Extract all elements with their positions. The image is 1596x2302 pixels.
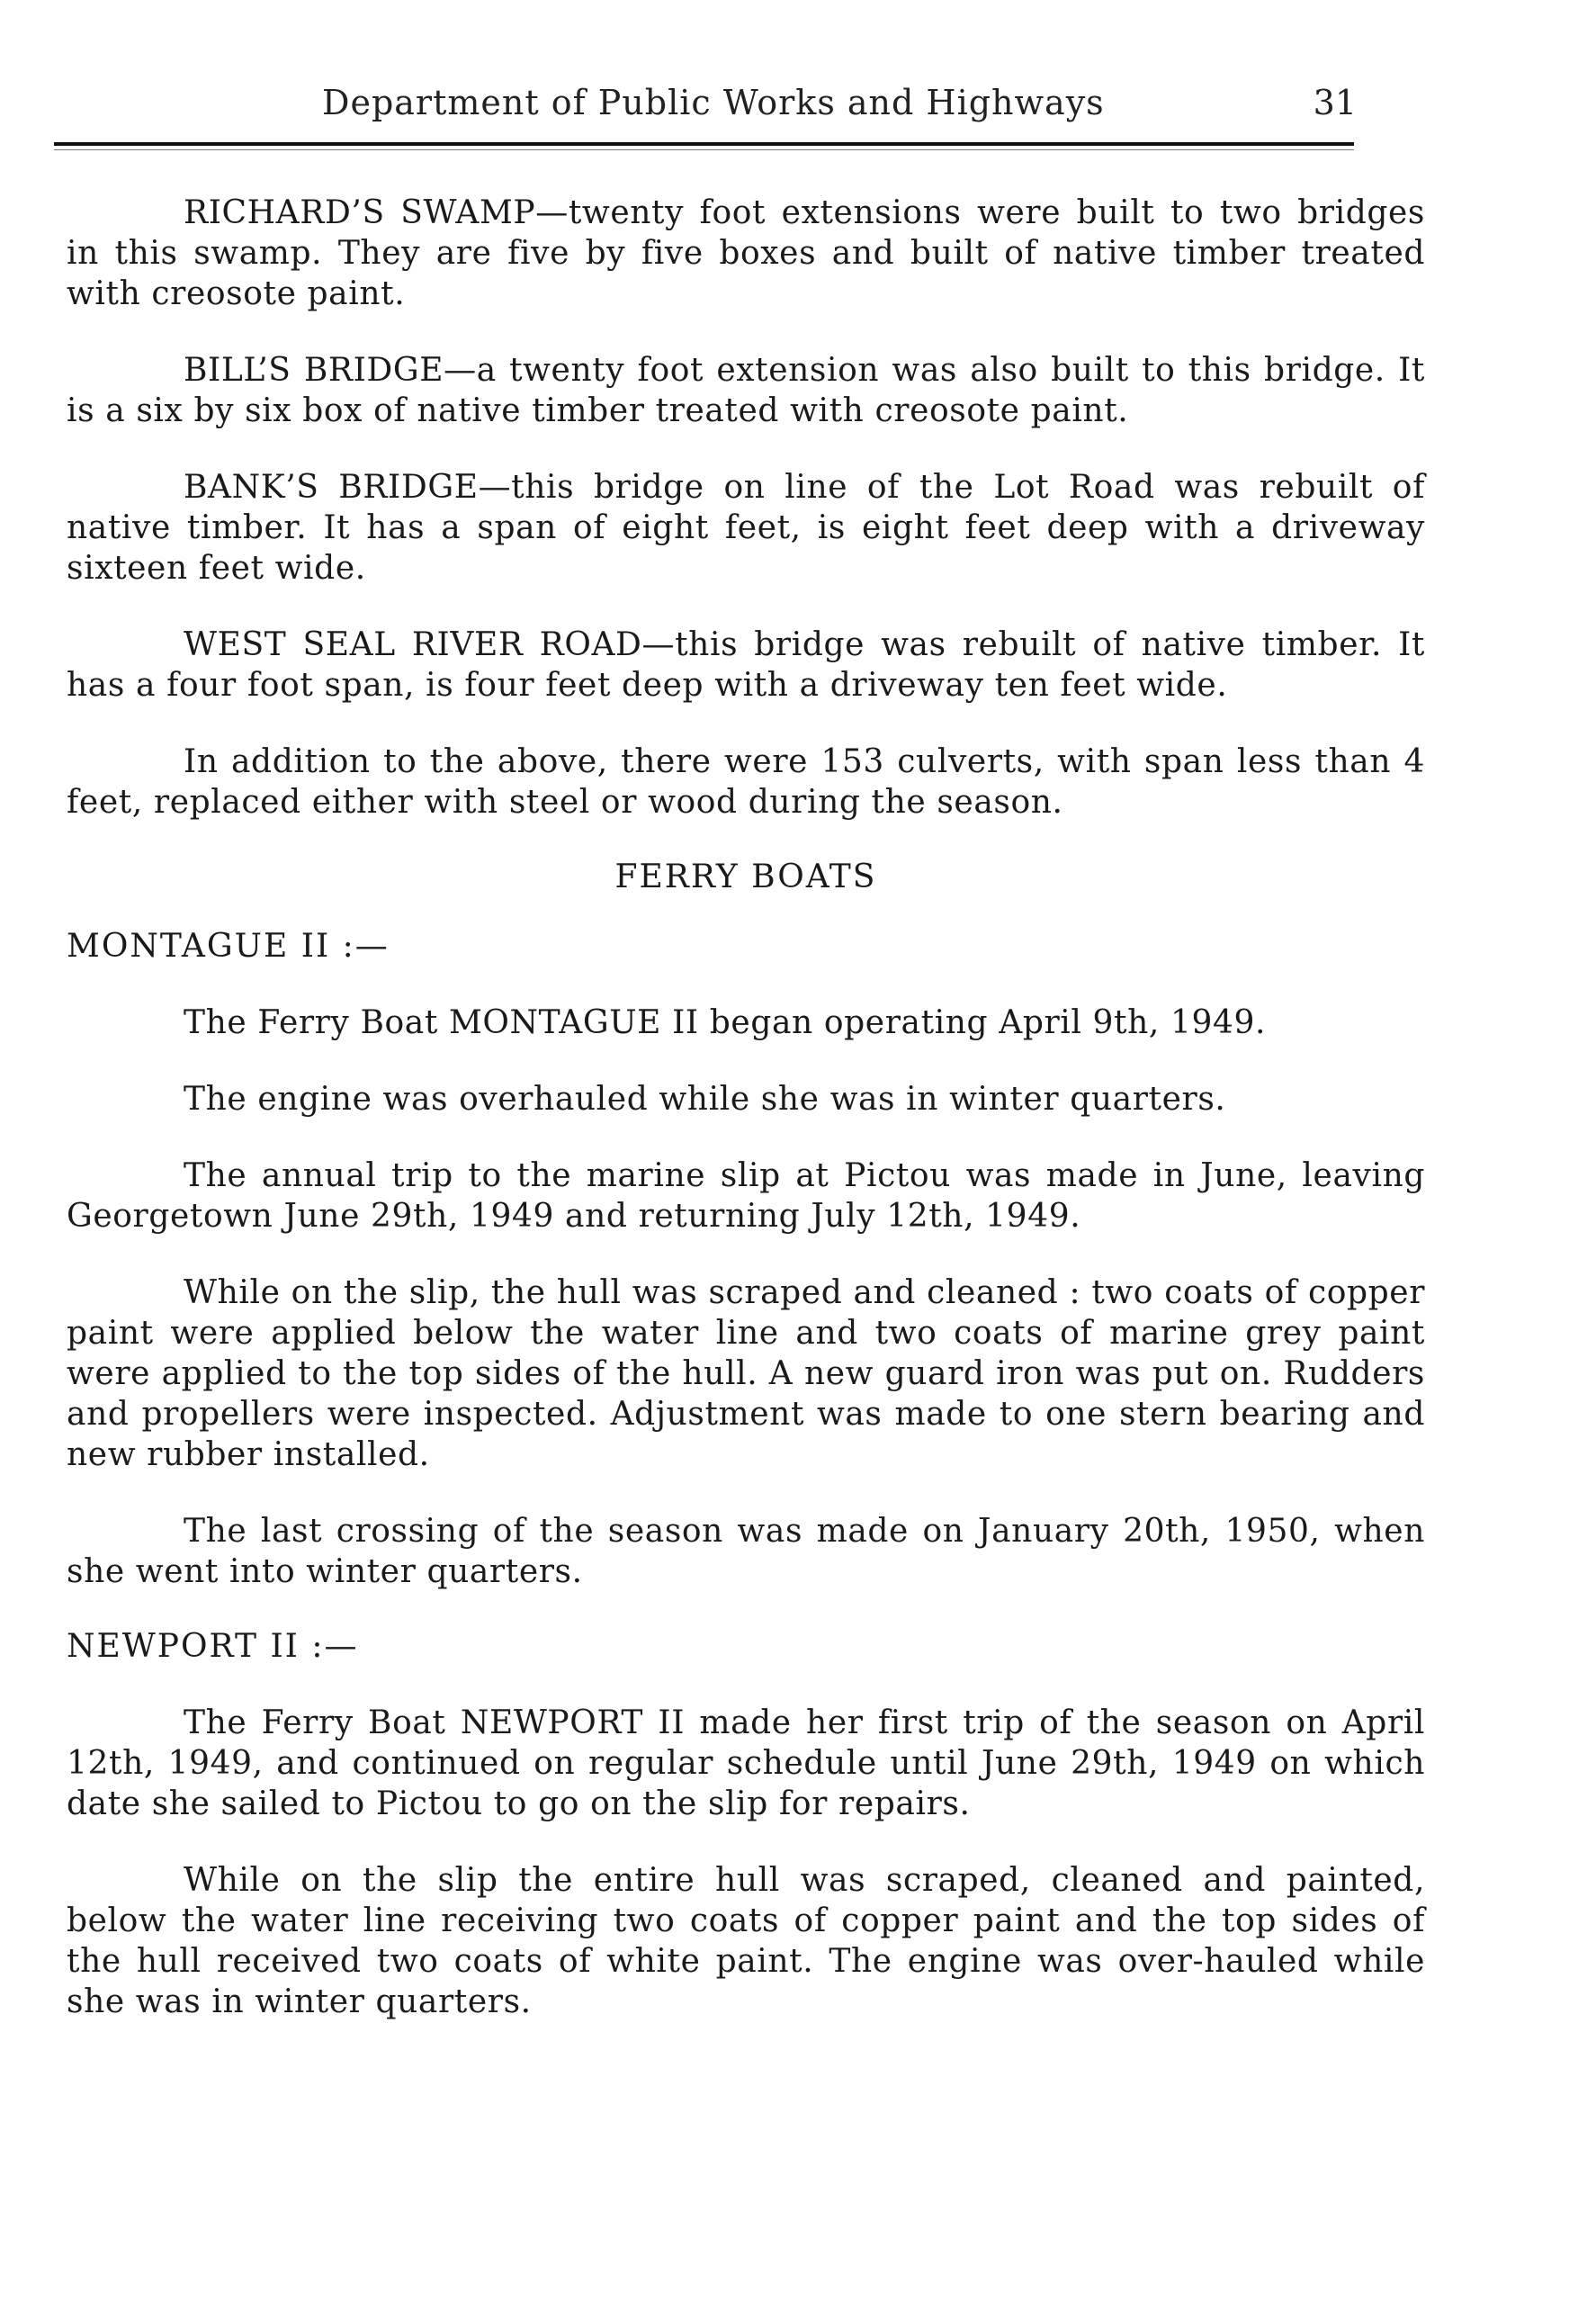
section-heading-ferry-boats: FERRY BOATS xyxy=(614,859,877,895)
paragraph-newport-first-trip: The Ferry Boat NEWPORT II made her first trip of the season on April 12th, 1949, and continued on regular schedule until June 29th, 1949 on which date she sailed to Pictou to go on the slip for repairs. xyxy=(67,1704,1425,1822)
paragraph-bills-bridge: BILL’S BRIDGE—a twenty foot extension was also built to this bridge. It is a six by six box of native timber treated with creosote paint. xyxy=(67,352,1425,429)
paragraph-richards-swamp: RICHARD’S SWAMP—twenty foot extensions were built to two bridges in this swamp. They are five by five boxes and built of native timber treated with creosote paint. xyxy=(67,194,1425,312)
header-rule xyxy=(54,142,1354,146)
paragraph-montague-slip-work: While on the slip, the hull was scraped and cleaned : two coats of copper paint were applied below the water line and two coats of marine grey paint were applied to the top sides of the hull. A new guard iron was put on. Rudders and propellers were inspected. Adjustment was made to one stern bearing and new rubber installed. xyxy=(67,1274,1425,1473)
paragraph-montague-engine: The engine was overhauled while she was in winter quarters. xyxy=(184,1081,1226,1118)
page-number: 31 xyxy=(1313,83,1357,122)
paragraph-banks-bridge: BANK’S BRIDGE—this bridge on line of the Lot Road was rebuilt of native timber. It has a span of eight feet, is eight feet deep with a driveway sixteen feet wide. xyxy=(67,469,1425,587)
page-body xyxy=(67,193,1425,2058)
running-header-title: Department of Public Works and Highways xyxy=(322,83,1105,122)
paragraph-culverts: In addition to the above, there were 153 culverts, with span less than 4 feet, replaced either with steel or wood during the season. xyxy=(67,743,1425,821)
paragraph-montague-last-crossing: The last crossing of the season was made on January 20th, 1950, when she went into winter quarters. xyxy=(67,1513,1425,1590)
page-header xyxy=(52,83,1357,137)
paragraph-montague-began: The Ferry Boat MONTAGUE II began operating April 9th, 1949. xyxy=(184,1004,1267,1041)
paragraph-montague-annual-trip: The annual trip to the marine slip at Pictou was made in June, leaving Georgetown June 29th, 1949 and returning July 12th, 1949. xyxy=(67,1157,1425,1235)
subheading-montague: MONTAGUE II :— xyxy=(67,928,390,965)
header-rule-thin xyxy=(54,149,1354,150)
paragraph-newport-slip-work: While on the slip the entire hull was scraped, cleaned and painted, below the water line receiving two coats of copper paint and the top sides of the hull received two coats of white paint. The engine was over-hauled while she was in winter quarters. xyxy=(67,1862,1425,2020)
paragraph-west-seal-river-road: WEST SEAL RIVER ROAD—this bridge was rebuilt of native timber. It has a four foot span, is four feet deep with a driveway ten feet wide. xyxy=(67,626,1425,704)
subheading-newport: NEWPORT II :— xyxy=(67,1628,359,1665)
